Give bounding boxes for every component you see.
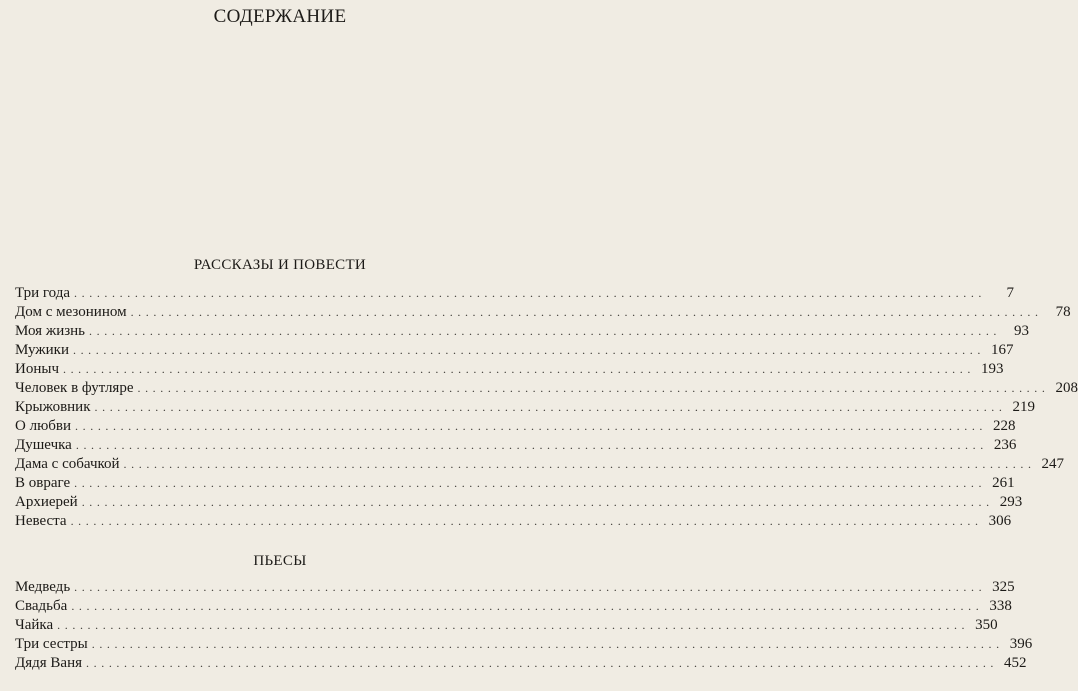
toc-entry-title: Три сестры xyxy=(15,636,88,652)
toc-entry-page: 7 xyxy=(1006,285,1015,301)
toc-entry[interactable] xyxy=(15,493,1023,512)
toc-entry-page: 236 xyxy=(993,437,1017,453)
page-title: СОДЕРЖАНИЕ xyxy=(213,6,347,27)
section-heading-stories: РАССКАЗЫ И ПОВЕСТИ xyxy=(193,257,367,273)
dot-leader: ........................................................................................................................ xyxy=(74,580,987,594)
dot-leader: ........................................................................................................................ xyxy=(74,476,987,490)
toc-entry-title: Человек в футляре xyxy=(15,380,134,396)
toc-entry[interactable] xyxy=(15,303,1071,322)
toc-entry[interactable] xyxy=(15,379,1078,398)
dot-leader: ........................................................................................................................ xyxy=(123,457,1036,471)
toc-entry-title: Мужики xyxy=(15,342,69,358)
toc-entry-page: 167 xyxy=(990,342,1014,358)
dot-leader: ........................................................................................................................ xyxy=(57,618,970,632)
toc-entry-title: Чайка xyxy=(15,617,54,633)
toc-entry-page: 193 xyxy=(980,361,1004,377)
toc-entry-title: Ионыч xyxy=(15,361,59,377)
toc-entry-page: 338 xyxy=(989,598,1012,614)
dot-leader: ........................................................................................................................ xyxy=(130,305,1043,319)
dot-leader: ........................................................................................................................ xyxy=(75,438,988,452)
toc-entry-page: 350 xyxy=(975,617,998,633)
toc-entry[interactable] xyxy=(15,284,1015,303)
toc-entry-page: 228 xyxy=(993,418,1016,434)
dot-leader: ........................................................................................................................ xyxy=(62,362,975,376)
toc-entry-page: 93 xyxy=(1014,323,1030,339)
toc-entry-page: 219 xyxy=(1012,399,1035,415)
toc-entry-title: Свадьба xyxy=(15,598,68,614)
toc-entry-page: 247 xyxy=(1041,456,1065,472)
toc-entry[interactable] xyxy=(15,512,1012,531)
dot-leader: ........................................................................................................................ xyxy=(75,419,988,433)
dot-leader: ........................................................................................................................ xyxy=(72,343,985,357)
toc-entry-page: 293 xyxy=(999,494,1023,510)
toc-entry[interactable] xyxy=(15,474,1015,493)
toc-entry-page: 452 xyxy=(1004,655,1027,671)
plays-list xyxy=(15,578,1033,673)
toc-entry[interactable] xyxy=(15,436,1017,455)
toc-entry-title: Дама с собачкой xyxy=(15,456,120,472)
toc-entry[interactable] xyxy=(15,417,1016,436)
toc-entry[interactable] xyxy=(15,635,1033,654)
toc-entry-page: 208 xyxy=(1055,380,1078,396)
toc-entry-title: Моя жизнь xyxy=(15,323,86,339)
dot-leader: ........................................................................................................................ xyxy=(86,656,999,670)
dot-leader: ........................................................................................................................ xyxy=(74,286,987,300)
toc-entry[interactable] xyxy=(15,654,1027,673)
stories-list xyxy=(15,284,1078,531)
toc-entry-title: Дом с мезонином xyxy=(15,304,127,320)
section-heading-plays: ПЬЕСЫ xyxy=(253,553,307,569)
toc-entry[interactable] xyxy=(15,322,1030,341)
toc-entry[interactable] xyxy=(15,341,1014,360)
toc-entry-page: 261 xyxy=(992,475,1015,491)
toc-entry-title: Три года xyxy=(15,285,71,301)
toc-entry-title: Крыжовник xyxy=(15,399,91,415)
toc-entry[interactable] xyxy=(15,360,1004,379)
toc-entry[interactable] xyxy=(15,578,1015,597)
toc-entry-title: Невеста xyxy=(15,513,67,529)
toc-entry-title: Медведь xyxy=(15,579,71,595)
toc-entry-page: 396 xyxy=(1009,636,1033,652)
toc-entry-title: В овраге xyxy=(15,475,71,491)
toc-entry-title: Дядя Ваня xyxy=(15,655,83,671)
toc-entry-title: Душечка xyxy=(15,437,72,453)
dot-leader: ........................................................................................................................ xyxy=(91,637,1004,651)
toc-entry-title: Архиерей xyxy=(15,494,78,510)
toc-entry[interactable] xyxy=(15,398,1035,417)
dot-leader: ........................................................................................................................ xyxy=(70,514,983,528)
toc-entry-page: 78 xyxy=(1055,304,1071,320)
toc-entry[interactable] xyxy=(15,597,1012,616)
dot-leader: ........................................................................................................................ xyxy=(81,495,994,509)
dot-leader: ........................................................................................................................ xyxy=(94,400,1007,414)
dot-leader: ........................................................................................................................ xyxy=(89,324,1002,338)
toc-entry-page: 325 xyxy=(992,579,1015,595)
toc-entry-title: О любви xyxy=(15,418,72,434)
dot-leader: ........................................................................................................................ xyxy=(71,599,984,613)
toc-entry[interactable] xyxy=(15,455,1065,474)
toc-entry-page: 306 xyxy=(988,513,1012,529)
dot-leader: ........................................................................................................................ xyxy=(137,381,1050,395)
toc-entry[interactable] xyxy=(15,616,998,635)
